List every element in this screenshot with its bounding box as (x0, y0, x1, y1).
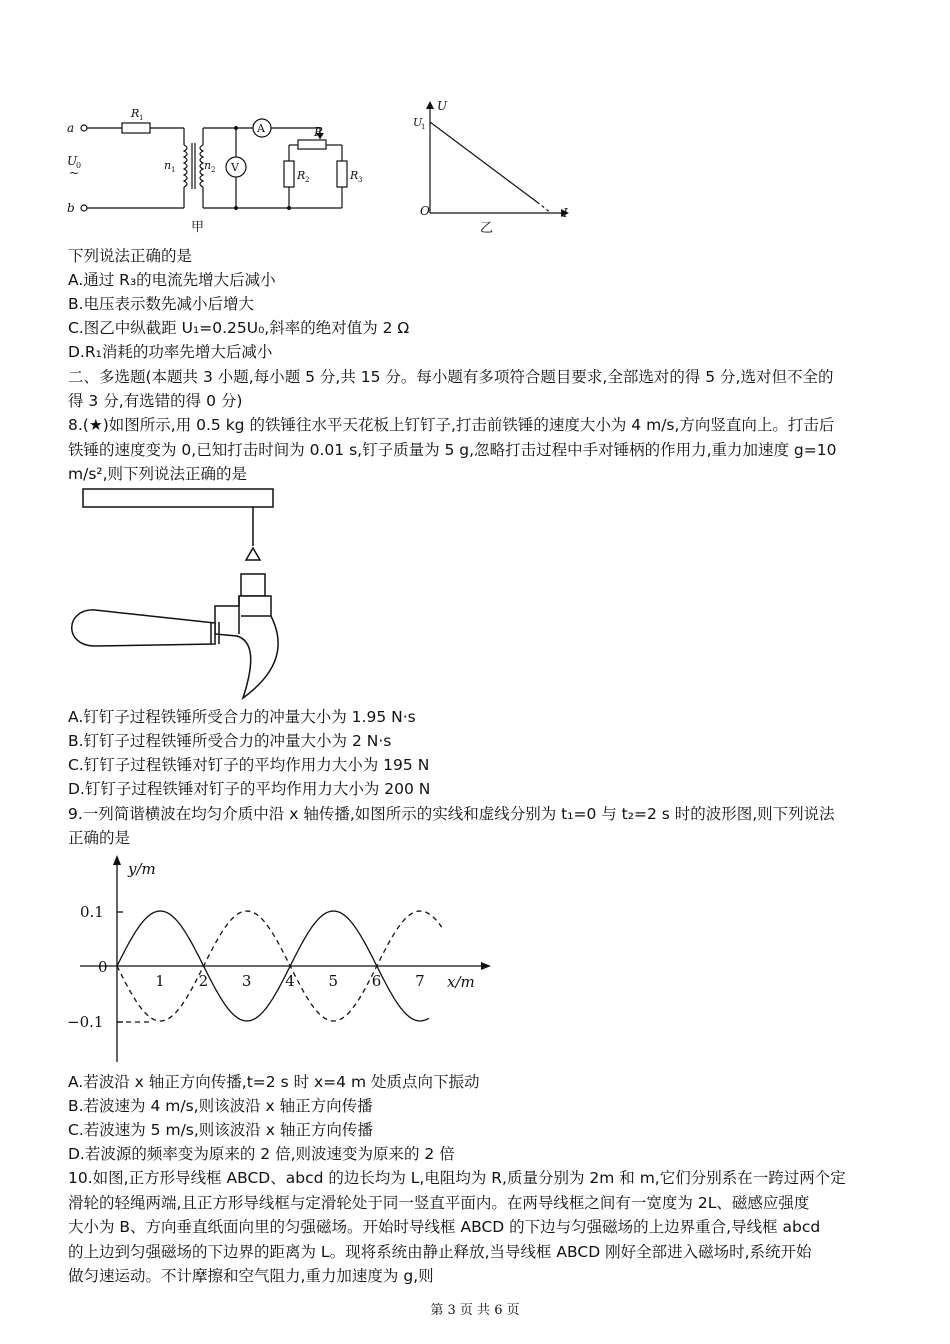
q9-line2: 正确的是 (68, 829, 131, 847)
x-tick-label: 4 (285, 972, 295, 990)
y-axis-label: y/m (128, 860, 156, 878)
q10-line1: 10.如图,正方形导线框 ABCD、abcd 的边长均为 L,电阻均为 R,质量分别为 2m 和 m,它们分别系在一跨过两个定 (68, 1169, 846, 1187)
q7-option-b: B.电压表示数先减小后增大 (68, 295, 255, 313)
u-axis-label: U (437, 99, 448, 113)
q8-line3: m/s²,则下列说法正确的是 (68, 465, 248, 483)
circuit-diagram (60, 95, 380, 240)
q9-option-a: A.若波沿 x 轴正方向传播,t=2 s 时 x=4 m 处质点向下振动 (68, 1073, 480, 1091)
r3-label: R (350, 169, 359, 182)
page-footer: 第 3 页 共 6 页 (430, 1303, 520, 1318)
q9-option-d: D.若波源的频率变为原来的 2 倍,则波速变为原来的 2 倍 (68, 1145, 455, 1163)
q9-option-c: C.若波速为 5 m/s,则该波沿 x 轴正方向传播 (68, 1121, 373, 1139)
terminal-a-label: a (67, 121, 75, 135)
q7-stem: 下列说法正确的是 (68, 247, 193, 265)
rheostat-label: R (314, 125, 324, 139)
q8-option-a: A.钉钉子过程铁锤所受合力的冲量大小为 1.95 N·s (68, 708, 416, 726)
q8-line1: 8.(★)如图所示,用 0.5 kg 的铁锤往水平天花板上钉钉子,打击前铁锤的速度大小为 4 m/s,方向竖直向上。打击后 (68, 416, 835, 434)
u1-label: U (413, 116, 423, 129)
y-tick-0: 0 (98, 958, 108, 976)
r2-label: R (297, 169, 306, 182)
n1-sub: 1 (171, 166, 176, 174)
graph-caption: 乙 (480, 221, 494, 236)
voltmeter-label: V (231, 161, 239, 174)
wave-chart (60, 852, 500, 1070)
hammer-head-icon (241, 574, 265, 596)
y-tick-0.1: 0.1 (80, 903, 104, 921)
q10-line4: 的上边到匀强磁场的下边界的距离为 L。现将系统由静止释放,当导线框 ABCD 刚好全部进入磁场时,系统开始 (68, 1243, 812, 1261)
x-axis-label: x/m (447, 973, 475, 991)
r1-sub: 1 (139, 114, 144, 122)
ui-graph (405, 95, 580, 240)
q10-line3: 大小为 B、方向垂直纸面向里的匀强磁场。开始时导线框 ABCD 的下边与匀强磁场的上边界重合,导线框 abcd (68, 1218, 821, 1236)
x-tick-label: 3 (241, 972, 252, 990)
q8-option-c: C.钉钉子过程铁锤对钉子的平均作用力大小为 195 N (68, 756, 430, 774)
origin-label: O (420, 204, 430, 218)
y-tick-neg0.1: −0.1 (67, 1013, 104, 1031)
q7-option-c: C.图乙中纵截距 U₁=0.25U₀,斜率的绝对值为 2 Ω (68, 319, 410, 337)
q10-line5: 做匀速运动。不计摩擦和空气阻力,重力加速度为 g,则 (68, 1267, 434, 1285)
u0-sub: 0 (76, 161, 82, 170)
ac-symbol: ~ (69, 166, 80, 180)
q10-line2: 滑轮的轻绳两端,且正方形导线框与定滑轮处于同一竖直平面内。在两导线框之间有一宽度为 2L、磁感应强度 (68, 1194, 810, 1212)
u1-sub: 1 (421, 123, 426, 131)
ammeter-label: A (257, 122, 265, 135)
r3-sub: 3 (358, 176, 363, 184)
q9-option-b: B.若波速为 4 m/s,则该波沿 x 轴正方向传播 (68, 1097, 373, 1115)
section2-line2: 得 3 分,有选错的得 0 分) (68, 392, 243, 410)
q8-line2: 铁锤的速度变为 0,已知打击时间为 0.01 s,钉子质量为 5 g,忽略打击过程中手对锤柄的作用力,重力加速度 g=10 (68, 441, 837, 459)
q7-option-d: D.R₁消耗的功率先增大后减小 (68, 343, 273, 361)
hammer-figure (65, 486, 290, 706)
section2-line1: 二、多选题(本题共 3 小题,每小题 5 分,共 15 分。每小题有多项符合题目要求,全部选对的得 5 分,选对但不全的 (68, 368, 834, 386)
ceiling-board (83, 489, 273, 507)
q8-option-d: D.钉钉子过程铁锤对钉子的平均作用力大小为 200 N (68, 780, 431, 798)
terminal-b-label: b (67, 201, 75, 215)
q9-line1: 9.一列简谐横波在均匀介质中沿 x 轴传播,如图所示的实线和虚线分别为 t₁=0 与 t₂=2 s 时的波形图,则下列说法 (68, 805, 835, 823)
x-tick-label: 1 (155, 972, 165, 990)
r2-sub: 2 (305, 176, 310, 184)
i-axis-label: I (563, 206, 568, 220)
r1-label: R (131, 107, 140, 120)
x-tick-label: 2 (198, 972, 209, 990)
n1-label: n (164, 159, 172, 172)
n2-label: n (204, 159, 212, 172)
u0-label: U (67, 154, 78, 168)
q7-option-a: A.通过 R₃的电流先增大后减小 (68, 271, 276, 289)
q8-option-b: B.钉钉子过程铁锤所受合力的冲量大小为 2 N·s (68, 732, 392, 750)
x-tick-label: 7 (415, 972, 425, 990)
hammer-handle-icon (72, 610, 215, 646)
x-tick-label: 5 (328, 972, 339, 990)
circuit-caption: 甲 (191, 220, 205, 235)
x-tick-label: 6 (371, 972, 382, 990)
n2-sub: 2 (211, 166, 216, 174)
